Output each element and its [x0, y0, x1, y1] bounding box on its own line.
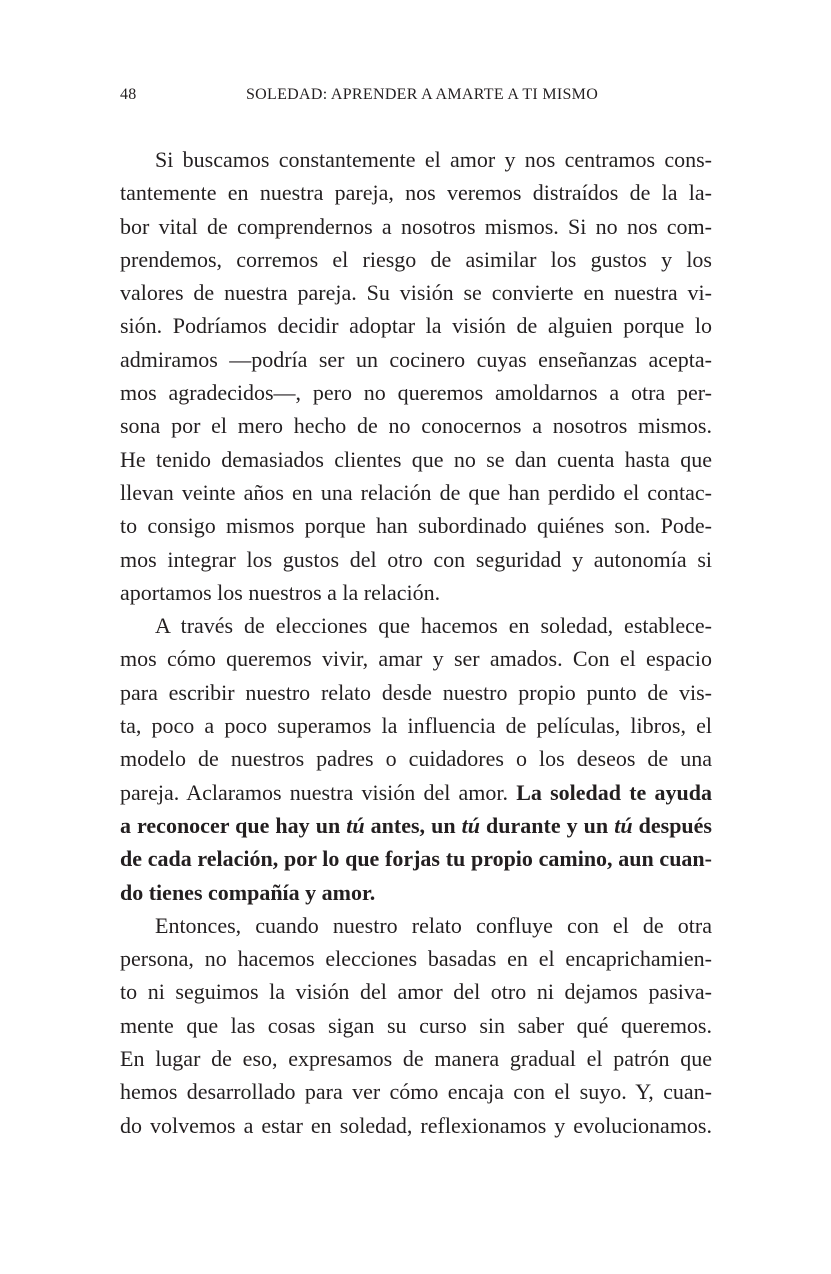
- paragraph-3-line-4: mente que las cosas sigan su curso sin saber qué queremos.: [120, 1012, 712, 1038]
- paragraph-2-line-5: modelo de nuestros padres o cuidadores o los deseos de una: [120, 746, 712, 772]
- regular-text: pareja. Aclaramos nuestra visión del amor.: [120, 779, 517, 805]
- paragraph-2-line-3: para escribir nuestro relato desde nuestro propio punto de vis-: [120, 679, 712, 705]
- paragraph-3-line-5: En lugar de eso, expresamos de manera gradual el patrón que: [120, 1046, 712, 1072]
- bold-text: a reconocer que hay un: [120, 812, 347, 838]
- italic-emphasis: tú: [614, 812, 633, 838]
- bold-text: después: [632, 812, 712, 838]
- paragraph-3-line-1: Entonces, cuando nuestro relato confluye con el de otra: [155, 912, 712, 938]
- running-header: [120, 86, 712, 110]
- paragraph-2-line-1: A través de elecciones que hacemos en soledad, establece-: [155, 613, 712, 639]
- paragraph-3-line-6: hemos desarrollado para ver cómo encaja con el suyo. Y, cuan-: [120, 1079, 712, 1105]
- bold-text: durante y un: [479, 812, 615, 838]
- paragraph-1-line-1: Si buscamos constantemente el amor y nos centramos cons-: [155, 147, 712, 172]
- paragraph-1-line-3: bor vital de comprendernos a nosotros mismos. Si no nos com-: [120, 213, 712, 239]
- paragraph-1-line-2: tantemente en nuestra pareja, nos veremos distraídos de la la-: [120, 180, 712, 206]
- paragraph-1-line-4: prendemos, corremos el riesgo de asimilar los gustos y los: [120, 246, 712, 272]
- body-text: [120, 143, 712, 1142]
- paragraph-1-line-7: admiramos —podría ser un cocinero cuyas enseñanzas acepta-: [120, 346, 712, 372]
- paragraph-1-line-5: valores de nuestra pareja. Su visión se convierte en nuestra vi-: [120, 280, 712, 306]
- paragraph-3-line-7: do volvemos a estar en soledad, reflexionamos y evolucionamos.: [120, 1112, 712, 1138]
- bold-text: antes, un: [364, 812, 462, 838]
- paragraph-1-line-14: aportamos los nuestros a la relación.: [120, 579, 441, 605]
- paragraph-2-line-9: do tienes compañía y amor.: [120, 879, 376, 905]
- paragraph-1-line-9: sona por el mero hecho de no conocernos a nosotros mismos.: [120, 413, 712, 439]
- paragraph-3-line-3: to ni seguimos la visión del amor del otro ni dejamos pasiva-: [120, 979, 712, 1005]
- italic-emphasis: tú: [346, 812, 365, 838]
- page-number: 48: [120, 86, 137, 103]
- italic-emphasis: tú: [461, 812, 480, 838]
- paragraph-1-line-13: mos integrar los gustos del otro con seguridad y autonomía si: [120, 546, 712, 572]
- paragraph-1-line-11: llevan veinte años en una relación de que han perdido el contac-: [120, 479, 712, 505]
- bold-text: La soledad te ayuda: [516, 779, 712, 805]
- paragraph-1-line-10: He tenido demasiados clientes que no se dan cuenta hasta que: [120, 446, 712, 472]
- paragraph-2-line-2: mos cómo queremos vivir, amar y ser amados. Con el espacio: [120, 646, 712, 672]
- paragraph-1-line-8: mos agradecidos—, pero no queremos amoldarnos a otra per-: [120, 380, 712, 406]
- running-title: SOLEDAD: APRENDER A AMARTE A TI MISMO: [245, 86, 599, 103]
- paragraph-2-line-4: ta, poco a poco superamos la influencia de películas, libros, el: [120, 713, 712, 739]
- paragraph-1-line-6: sión. Podríamos decidir adoptar la visión de alguien porque lo: [120, 313, 712, 339]
- paragraph-1-line-12: to consigo mismos porque han subordinado quiénes son. Pode-: [120, 513, 712, 539]
- paragraph-2-line-8: de cada relación, por lo que forjas tu propio camino, aun cuan-: [120, 846, 712, 872]
- paragraph-3-line-2: persona, no hacemos elecciones basadas en el encaprichamien-: [120, 946, 712, 972]
- paragraph-2-line-7: [120, 809, 712, 842]
- paragraph-2-line-6: [120, 776, 712, 809]
